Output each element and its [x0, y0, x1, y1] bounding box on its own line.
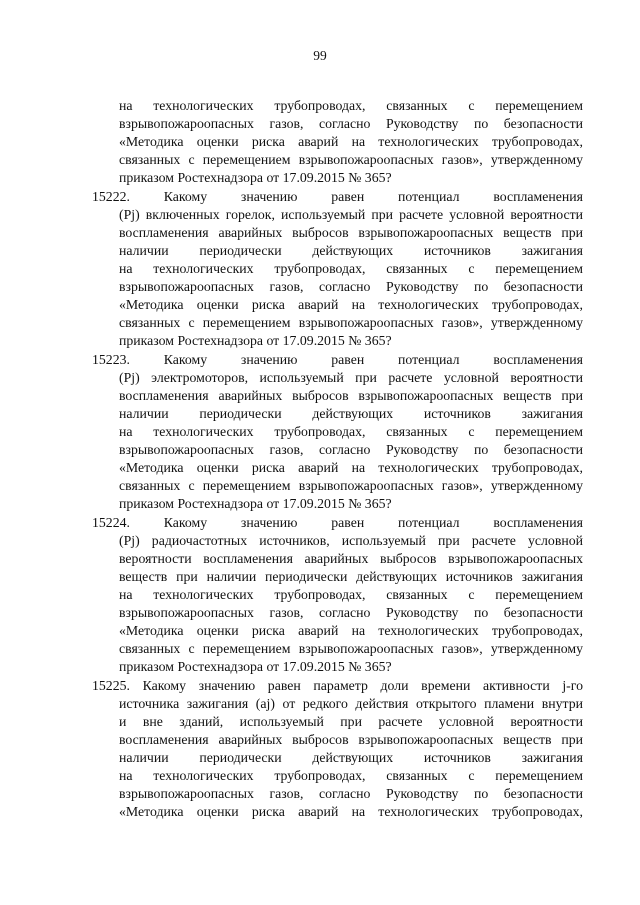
text-line: воспламенения аварийных выбросов взрывопожароопасных веществ при	[119, 732, 583, 747]
text-line: приказом Ростехнадзора от 17.09.2015 № 365?	[119, 333, 392, 348]
text-line: на технологических трубопроводах, связанных с перемещением	[119, 98, 583, 113]
question-15225-first-line: 15225. Какому значению равен параметр доли времени активности j-го	[92, 678, 583, 693]
question-15223-first-line: 15223. Какому значению равен потенциал воспламенения	[92, 352, 583, 367]
text-line: на технологических трубопроводах, связанных с перемещением	[119, 261, 583, 276]
text-line: «Методика оценки риска аварий на технологических трубопроводах,	[119, 297, 583, 312]
text-line: вероятности воспламенения аварийных выбросов взрывопожароопасных	[119, 551, 583, 566]
text-line: воспламенения аварийных выбросов взрывопожароопасных веществ при	[119, 225, 583, 240]
text-line: приказом Ростехнадзора от 17.09.2015 № 365?	[119, 496, 392, 511]
question-15222-first-line: 15222. Какому значению равен потенциал воспламенения	[92, 189, 583, 204]
page-number: 99	[313, 48, 327, 63]
text-line: приказом Ростехнадзора от 17.09.2015 № 365?	[119, 659, 392, 674]
text-line: (Pj) радиочастотных источников, используемый при расчете условной	[119, 533, 583, 548]
text-line: наличии периодически действующих источников зажигания	[119, 406, 583, 421]
text-line: взрывопожароопасных газов, согласно Руководству по безопасности	[119, 279, 583, 294]
text-line: веществ при наличии периодически действующих источников зажигания	[119, 569, 583, 584]
text-line: источника зажигания (aj) от редкого действия открытого пламени внутри	[119, 696, 583, 711]
text-line: «Методика оценки риска аварий на технологических трубопроводах,	[119, 623, 583, 638]
text-line: взрывопожароопасных газов, согласно Руководству по безопасности	[119, 442, 583, 457]
text-line: на технологических трубопроводах, связанных с перемещением	[119, 424, 583, 439]
text-line: «Методика оценки риска аварий на технологических трубопроводах,	[119, 460, 583, 475]
text-line: связанных с перемещением взрывопожароопасных газов», утвержденному	[119, 478, 583, 493]
text-line: на технологических трубопроводах, связанных с перемещением	[119, 768, 583, 783]
text-line: и вне зданий, используемый при расчете условной вероятности	[119, 714, 583, 729]
text-line: связанных с перемещением взрывопожароопасных газов», утвержденному	[119, 152, 583, 167]
text-line: приказом Ростехнадзора от 17.09.2015 № 365?	[119, 170, 392, 185]
text-line: на технологических трубопроводах, связанных с перемещением	[119, 587, 583, 602]
text-line: связанных с перемещением взрывопожароопасных газов», утвержденному	[119, 315, 583, 330]
text-line: воспламенения аварийных выбросов взрывопожароопасных веществ при	[119, 388, 583, 403]
text-line: взрывопожароопасных газов, согласно Руководству по безопасности	[119, 116, 583, 131]
text-line: (Pj) включенных горелок, используемый при расчете условной вероятности	[119, 207, 583, 222]
text-line: «Методика оценки риска аварий на технологических трубопроводах,	[119, 134, 583, 149]
question-15224-first-line: 15224. Какому значению равен потенциал воспламенения	[92, 515, 583, 530]
text-line: взрывопожароопасных газов, согласно Руководству по безопасности	[119, 786, 583, 801]
text-line: «Методика оценки риска аварий на технологических трубопроводах,	[119, 804, 583, 819]
text-line: наличии периодически действующих источников зажигания	[119, 243, 583, 258]
text-line: связанных с перемещением взрывопожароопасных газов», утвержденному	[119, 641, 583, 656]
text-line: наличии периодически действующих источников зажигания	[119, 750, 583, 765]
text-line: (Pj) электромоторов, используемый при расчете условной вероятности	[119, 370, 583, 385]
text-line: взрывопожароопасных газов, согласно Руководству по безопасности	[119, 605, 583, 620]
